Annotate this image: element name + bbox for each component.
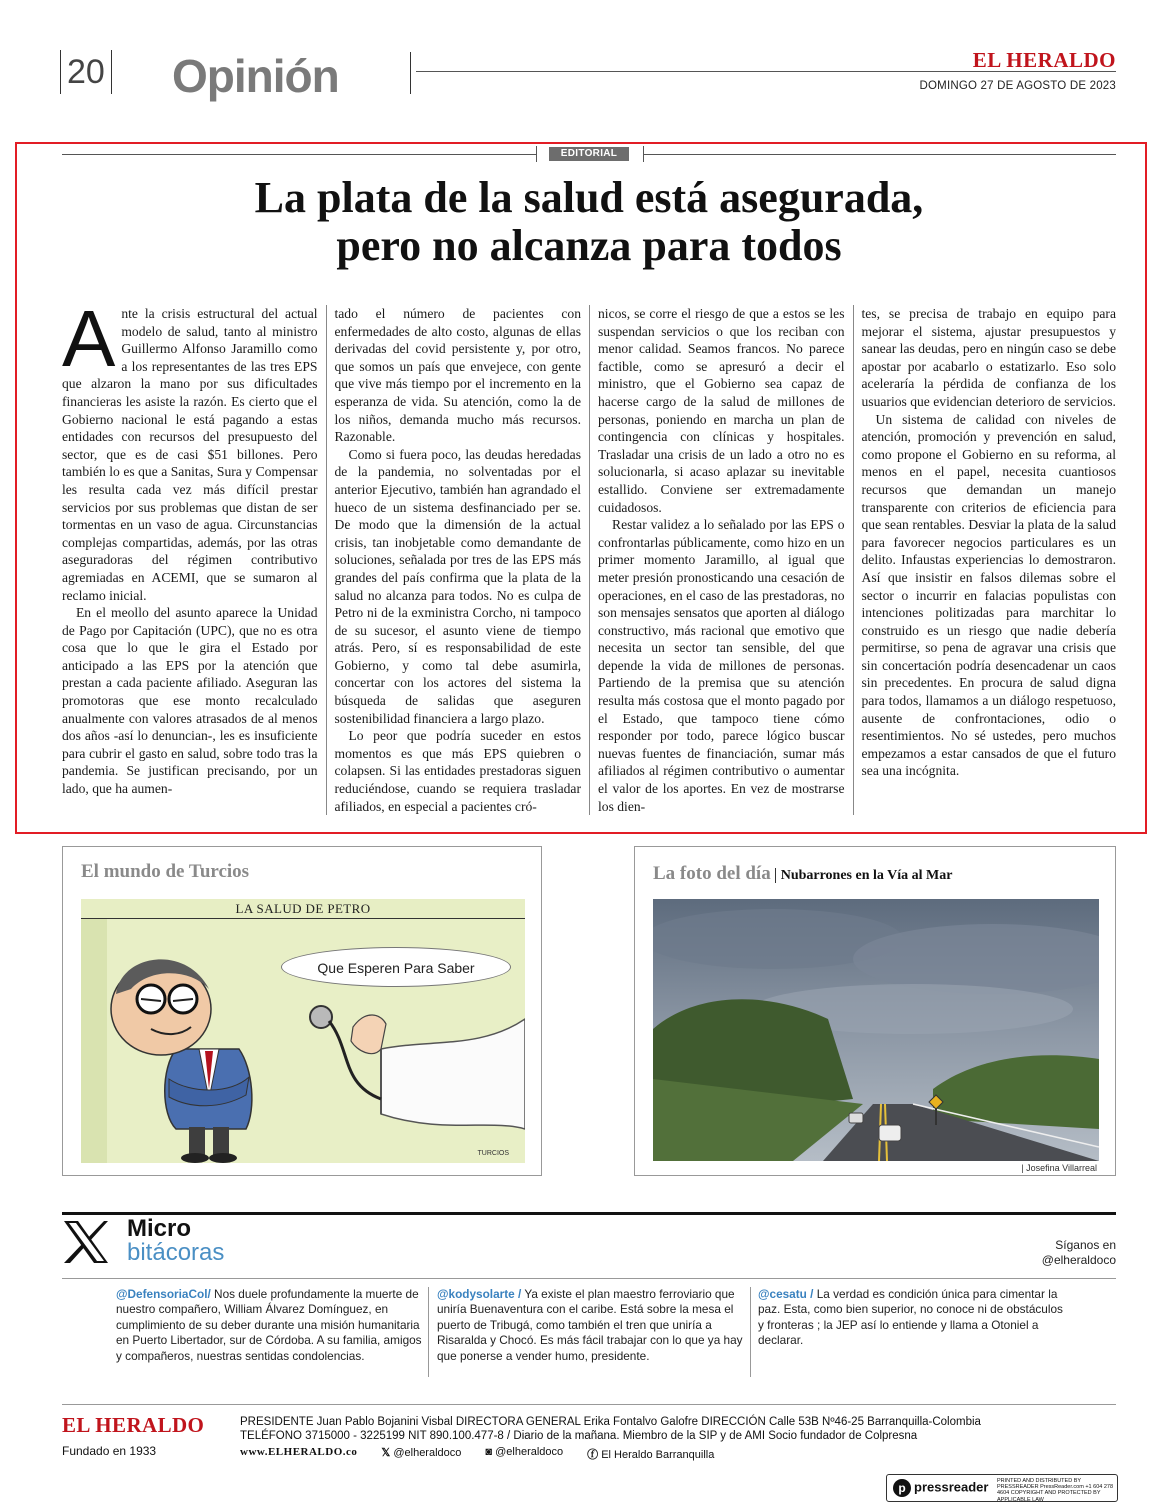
tweet-handle[interactable]: @cesatu / [758, 1287, 814, 1301]
paragraph: Lo peor que podría suceder en estos momentos es que más EPS quiebren o colapsen. Si las entidades prestadoras siguen reduciéndose, cuando se requiera trasladar afiliados, en especial a pacientes cró- [334, 728, 581, 814]
tweet-divider [428, 1287, 429, 1377]
microblog-title-2: bitácoras [127, 1239, 225, 1266]
paragraph: Ante la crisis estructural del actual modelo de salud, tanto al ministro Guillermo Alfonso Jaramillo como a los representantes de las tres EPS que alzaron la mano por sus dificultades financieras les asiste la razón. Es cierto que el Gobierno nacional le está pagando a estas entidades con recursos del presupuesto del sector, que es de casi $51 billones. Pero también lo es que a Sanitas, Sura y Compensar les resulta cada vez más difícil prestar servicios por sus problemas que distan de ser tormentas en un vaso de agua. Circunstancias complejas compartidas, además, por las otras aseguradoras del régimen contributivo agremiadas en ACEMI, que se sumaron al reclamo inicial. [62, 305, 318, 603]
issue-date: DOMINGO 27 DE AGOSTO DE 2023 [919, 80, 1116, 92]
instagram-icon: ◙ [485, 1446, 493, 1458]
cartoon-heading: LA SALUD DE PETRO [81, 899, 525, 919]
paragraph: tes, se precisa de trabajo en equipo para mejorar el sistema, ajustar presupuestos y sanear las deudas, pero en ningún caso se debe apostar por acabarlo o estatizarlo. Eso solo aceleraría la pérdida de confianza de los usuarios que evidencian deterioro de servicios. [861, 306, 1116, 409]
tweet-handle[interactable]: @DefensoriaCol/ [116, 1287, 211, 1301]
facebook-icon: ⓕ [587, 1449, 599, 1461]
paragraph: En el meollo del asunto aparece la Unidad de Pago por Capitación (UPC), que no es otra cosa que lo que le gira el Estado por anticipado a las EPS por la atención que prestan a cada paciente afiliado. Aseguran las promotoras que ese monto recalculado anualmente con valores atrasados de al menos dos años -así lo denuncian-, les es insuficiente para cubrir el gasto en salud, sobre todo tras la pandemia. Se justifican precisando, por un lado, que ha aumen- [62, 605, 318, 797]
footer-links [240, 1446, 714, 1462]
tweet [758, 1287, 1064, 1349]
x-logo-icon [62, 1219, 110, 1265]
cartoon-title: El mundo de Turcios [81, 861, 250, 882]
editorial-column-2 [326, 305, 590, 815]
paragraph: Como si fuera poco, las deudas heredadas de la pandemia, no solventadas por el anterior Ejecutivo, también han agrandado el hueco de un sistema desfinanciado per se. De modo que la dimensión de la actual crisis, tan inobjetable como demandante de soluciones, señalada por tres de las EPS más grandes del país confirma que la plata de la salud no alcanza para todos. No es culpa de Petro ni de la exministra Corcho, ni tampoco de su sucesor, el asunto viene de tiempo atrás. Pero, sí es responsabilidad de este Gobierno, y como tal debe asumirla, concertar con los actores del sistema la búsqueda de salidas que aseguren sostenibilidad financiera a largo plazo. [334, 446, 581, 726]
page-number: 20 [60, 50, 112, 94]
editorial-body [62, 305, 1116, 815]
tweet-divider [750, 1287, 751, 1377]
page-header [0, 0, 1158, 110]
photo-image[interactable] [653, 899, 1099, 1161]
cartoon-image[interactable] [81, 899, 525, 1163]
tweet [437, 1287, 743, 1364]
masthead-line-1: PRESIDENTE Juan Pablo Bojanini Visbal DIRECTORA GENERAL Erika Fontalvo Galofre DIRECCIÓN Calle 53B Nº46-25 Barranquilla-Colombia [240, 1416, 981, 1428]
instagram-link[interactable]: ◙ @elheraldoco [485, 1446, 564, 1458]
x-link[interactable]: 𝕏 @elheraldoco [381, 1447, 462, 1459]
paragraph: nicos, se corre el riesgo de que a estos se les suspendan servicios o que los reciban con menor calidad. Seamos francos. No parece factible, como se apresuró a decir el ministro, que el Gobierno sea capaz de hacerse cargo de la salud de millones de personas, poniendo en marcha un plan de contingencia con clínicas y hospitales. Trasladar una crisis de un lado a otro no es solucionarla, si acaso aplazar su inevitable estallido. Conviene ser extremadamente cuidadosos. [598, 306, 845, 515]
newspaper-logo[interactable]: EL HERALDO [972, 48, 1116, 72]
microblog-title-1: Micro [127, 1215, 192, 1242]
tweet-text: Nos duele profundamente la muerte de nuestro compañero, William Álvarez Domínguez, en cumplimiento de su deber durante una misión humanitaria en Puerto Libertador, sur de Córdoba. A su familia, amigos y compañeros, nuestras sentidas condolencias. [116, 1287, 422, 1363]
road-landscape-photo [653, 899, 1099, 1161]
editorial-column-1 [62, 305, 326, 815]
paragraph: Restar validez a lo señalado por las EPS o confrontarlas públicamente, como hizo en un primer momento Jaramillo, al igual que meter presión pronosticando una cesación de operaciones, en el caso de las prestadoras, no son mensajes sensatos que aporten al diálogo constructivo, más racional que emotivo que necesita un sector tan sensible, del que depende la vida de millones de personas. Partiendo de la premisa que su atención resulta más costosa que el monto pagado por el Estado, que tampoco tiene cómo responder por todo, parece lógico buscar nuevas fuentes de financiación, sumar más afiliados al régimen contributivo o aumentar el valor de los aportes. En vez de mostrarse los dien- [598, 517, 845, 814]
follow-handle[interactable]: @elheraldoco [1041, 1253, 1116, 1267]
tweet-handle[interactable]: @kodysolarte / [437, 1287, 522, 1301]
footer-logo[interactable]: EL HERALDO [62, 1413, 205, 1437]
tweet-text: Ya existe el plan maestro ferroviario que uniría Buenaventura con el caribe. Está sobre la mesa el puerto de Tribugá, como también el tren que uniría a Risaralda y Chocó. Es más fácil trabajar con lo que ya hay que ponerse a vender humo, presidente. [437, 1287, 743, 1363]
headline-line-2: pero no alcanza para todos [336, 221, 842, 270]
drop-cap: A [62, 305, 116, 383]
photo-title [653, 863, 952, 885]
cartoon-panel [62, 846, 542, 1176]
facebook-link[interactable]: ⓕ El Heraldo Barranquilla [587, 1449, 715, 1461]
founded-note: Fundado en 1933 [62, 1444, 157, 1458]
follow-label: Síganos en [1055, 1238, 1116, 1252]
section-title: Opinión [172, 50, 339, 102]
photo-title-label: La foto del día [653, 863, 771, 884]
editorial-tag: EDITORIAL [549, 147, 629, 161]
editorial-headline [62, 174, 1116, 270]
pressreader-logo: p pressreader [893, 1479, 988, 1497]
masthead-line-2: TELÉFONO 3715000 - 3225199 NIT 890.100.477-8 / Diario de la mañana. Miembro de la SIP y de AMI Socio fundador de Colpresna [240, 1430, 918, 1442]
tweet-text: La verdad es condición única para cimentar la paz. Esta, como bien superior, no conoce ni de obstáculos y fronteras ; la JEP así lo entiende y llama a Otoniel a declarar. [758, 1287, 1063, 1348]
paragraph: tado el número de pacientes con enfermedades de alto costo, algunas de ellas derivadas del covid persistente y, por otro, que somos un país que envejece, con gente que vive más tiempo por el incremento en la esperanza de vida. Su atención, como la de los niños, demanda mucho más recursos. Razonable. [334, 306, 581, 445]
header-separator [410, 52, 411, 94]
pressreader-icon: p [893, 1479, 911, 1497]
website-link[interactable]: www.ELHERALDO.co [240, 1446, 358, 1458]
tweet [116, 1287, 422, 1364]
microblog-rule [62, 1278, 1116, 1279]
speech-bubble: Que Esperen Para Saber [281, 947, 511, 987]
headline-line-1: La plata de la salud está asegurada, [254, 173, 924, 222]
photo-subtitle: Nubarrones en la Vía al Mar [775, 868, 953, 883]
pressreader-badge[interactable] [886, 1474, 1118, 1502]
cartoon-illustration [81, 899, 525, 1163]
microblog-top-rule [62, 1212, 1116, 1215]
pressreader-note: PRINTED AND DISTRIBUTED BY PRESSREADER PressReader.com +1 604 278 4604 COPYRIGHT AND PROTECTED BY APPLICABLE LAW [997, 1478, 1114, 1503]
editorial-column-3 [589, 305, 853, 815]
follow-us [1042, 1238, 1116, 1268]
cartoonist-signature: TURCIOS [477, 1150, 509, 1157]
x-icon: 𝕏 [381, 1447, 391, 1459]
photo-credit: | Josefina Villarreal [1021, 1163, 1097, 1173]
footer-rule [62, 1404, 1116, 1405]
photo-panel [634, 846, 1116, 1176]
paragraph: Un sistema de calidad con niveles de atención, promoción y prevención en salud, como propone el Gobierno en su reforma, al menos en el papel, necesita cuantiosos recursos que demandan un manejo transparente con criterios de eficiencia para que sean rentables. Desviar la plata de la salud para favorecer negocios particulares es un delito. Infaustas experiencias lo demostraron. Así que insistir en falsos dilemas sobre el sector o incurrir en falacias populistas con intenciones politizadas para marchitar lo construido es un riesgo que nadie debería permitirse, so pena de agravar una crisis que sin concertación podría desencadenar un caos sin precedentes. En procura de salud digna para todos, llamamos a un diálogo respetuoso, ausente de confrontaciones, odio o resentimientos. No sé ustedes, pero muchos empezamos a estar cansados de que el futuro sea una incógnita. [861, 411, 1116, 779]
editorial-column-4 [853, 305, 1117, 815]
